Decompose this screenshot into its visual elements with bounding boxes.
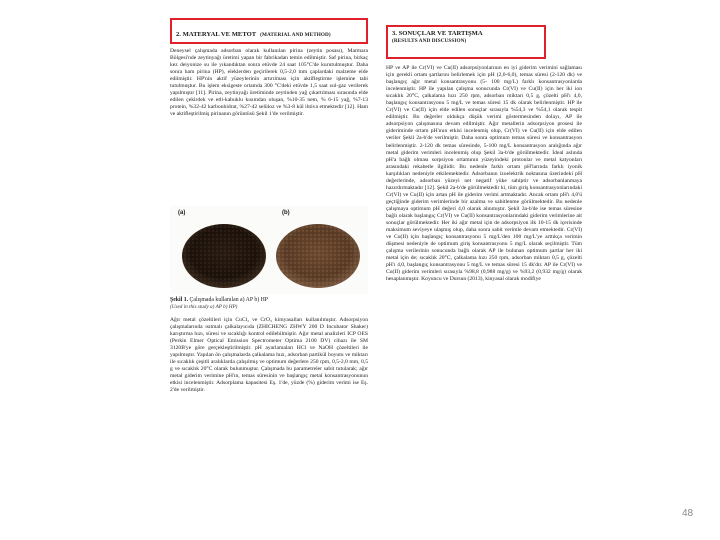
heading-main-text: 3. SONUÇLAR VE TARTIŞMA: [392, 30, 483, 37]
results-discussion-heading: [386, 25, 546, 59]
materials-methods-heading: [170, 18, 368, 44]
heading-sub-text: (RESULTS AND DISCUSSION): [392, 38, 467, 44]
methods-paragraph: Ağır metal çözeltileri için CuCl₂ ve CrO₃ kimyasalları kullanılmıştır. Adsorpsiyon çalışmalarında ısıtmalı çalkalayıcıda (ZHICHENG ZHWY 200 D Incubator Shaker) karıştırma hızı, süresi ve sıcaklığı kontrol edilebilmiştir. Ağır metal analizleri ICP OES (Perkin Elmer Optical Emission Spectrometer Optima 2100 DV) cihazı ile SM 3120B'ye göre gerçekleştirilmiştir. pH ayarlamaları HCl ve NaOH çözeltileri ile yapılmıştır. Yapılan ön çalışmalarda çalkalama hızı, adsorban partikül boyutu ve miktarı ile sıcaklık çeşitli aralıklarda çalışılmış ve optimum değerlere 250 rpm, 0,5-2,0 mm, 0,5 g ve sıcaklık 20°C olarak bulunmuştur. Çalışmada bu parametreler sabit tutularak; ağır metal giderim verimine pH'ın, temas süresinin ve başlangıç metal konsantrasyonunun etkisi incelenmiştir. Adsorplama kapasitesi Eş. 1'de, yüzde (%) giderim verimi ise Eş. 2'de verilmiştir.: [170, 317, 368, 394]
figure-label-a: (a): [178, 210, 186, 216]
raw-pomace-photo: [270, 214, 366, 292]
figure-1-caption: [170, 297, 368, 311]
caption-text: Çalışmada kullanılan a) AP b) HP: [189, 297, 269, 303]
caption-title: Şekil 1.: [170, 297, 189, 303]
results-paragraph: HP ve AP ile Cr(VI) ve Cu(II) adsorpsiyonlarının en iyi giderim verimini sağlaması için gerekli ortam şartlarını belirlemek için pH (2,0-6,0), temas süresi (2-120 dk) ve başlangıç ağır metal konsantrasyonu (5- 100 mg/L) farklı konsantrasyonlarda incelenmiştir. HP ile yapılan çalışma sonucunda Cr(VI) ve Cu(II) için her iki ion sıcaklık 20°C, çalkalama hızı 250 rpm, adsorban miktarı 0,5 g, çözelti pH'ı 4,0, başlangıç konsantrasyonu 5 mg/L ve temas süresi 15 dk olarak belirlenmiştir. HP ile Cr(VI) ve Cu(II) için elde edilen sonuçlar sırasıyla %54,3 ve %54,1 olarak tespit edilmiştir. Bu değerler oldukça düşük verimi göstermesinden dolayı, AP ile adsorpsiyon çalışmasına devam edilmiştir. Ağır metallerin adsorpsiyon prosesi ile gideriminde ortam pH'ının etkisi incelenmiş olup, Cr(VI) ve Cu(II) için elde edilen veriler Şekil 2a-b'de verilmiştir. Daha sonra optimum temas süresi ve konsantrasyon belirlenmiştir. 2-120 dk temas süresinde, 5-100 mg/L konsantrasyon aralığında ağır metal giderim verimleri incelenmiş olup Şekil 3a-b'de görülmektedir. İdeal aslında pH'a bağlı olması sorpsiyon ortamının yüzeyindeki protonlar ve metal katyonları arasındaki rekabetle ilgilidir. Bu nedenle farklı ortam pH'larında farklı iyonik karşılıkları nedeniyle etkilemektedir. Adsorbanın izoelektrik noktasına üzerindeki pH değerlerinde, adsorban yüzeyi net negatif yüke sahiptir ve adsorbanlanmaya hazırdırmaktadır [12]. Şekil 2a-b'de görülmektedir ki, tüm giriş konsantrasyonlarındaki Cr(VI) ve Cu(II) için artan pH ile giderim verimi artmaktadır. Ancak ortam pH'ı 4,0'ü geçtiğinde giderim verimlerinde bir azalma ve sabitlenme görülmektedir. Bu nedenle çalışmaya optimum pH değeri 4,0 olarak alınmıştır. Şekil 3a-b'de ise temas süresine bağlı olarak başlangıç Cr(VI) ve Cu(II) konsantrasyonlarındaki giderim verimlerine ait sonuçlar görülmektedir. Her iki ağır metal için de adsorpsiyon ilk 10-15 dk içerisinde maksimum seviyeye ulaşmış olup, daha sonra sabit verimle devam etmektedir. Cr(VI) ve Cu(II) için başlangıç konsantrasyonu 5 mg/L'den 100 mg/L'ye arttıkça verimin düşmesi nedeniyle de optimum giriş konsantrasyonu 5 mg/L olarak seçilmiştir. Tüm çalışma verilerinin sonucunda bağlı olarak AP ile bulunan optimum şartlar her iki metal için de; sıcaklık 20°C, çalkalama hızı 250 rpm, adsorban miktarı 0,5 g, çözelti pH'ı 4,0, başlangıç konsantrasyonu 5 mg/L ve temas süresi 15 dk'dır. AP ile Cr(VI) ve Cu(II) giderim verimleri sırasıyla %98,8 (0,988 mg/g) ve %93,2 (0,932 mg/g) olarak hesaplanmıştır. Koyuncu ve Dursun (2013), kinyasal olarak modifiye: [386, 65, 582, 283]
intro-paragraph: Deneysel çalışmada adsorban olarak kullanılan pirina (zeytin posası), Marmara Bölgesi'nde zeytinyağı üretimi yapan bir fabrikadan temin edilmiştir. Saf pirina, birkaç kez deiyonize su ile yıkandıktan sonra etüvde 24 saat 105°C'de kurutulmuştur. Daha sonra ham pirina (HP), eleklerden geçirilerek 0,5-2,0 mm çaplardaki malzeme elde edilmiştir. HP'nin aktif yüzeylerinin artırılması için aktifleştirme işlemine tabi tutulmuştur. Bu işlem eksigeste ortamda 300 °C'deki etüvde 1,5 saat ısıl-gaz verilerek yapılmıştır [11]. Pirina, zeytinyağı üretiminde zeytinden yağ çıkartılması sırasında elde edilen çekirdek ve etli-kabuklu kısımdan oluşan, %10-35 nem, % 6-15 yağ, %7-13 protein, %32-42 karbonhidrat, %27-42 selüloz ve %3-8 kül ihtiva etmektedir [12]. Ham ve aktifleştirilmiş pirinanın görüntüsü Şekil 1'de verilmiştir.: [170, 48, 368, 118]
heading-sub-text: (MATERIAL AND METHOD): [260, 32, 331, 38]
figure-1: [170, 206, 368, 294]
right-column: [386, 18, 582, 505]
page-number: 48: [682, 508, 694, 519]
heading-main-text: 2. MATERYAL VE METOT: [176, 31, 257, 38]
figure-label-b: (b): [282, 210, 290, 216]
activated-pomace-photo: [176, 214, 272, 292]
left-column: [170, 18, 368, 463]
caption-english: (Used in this study a) AP b) HP): [170, 304, 238, 310]
